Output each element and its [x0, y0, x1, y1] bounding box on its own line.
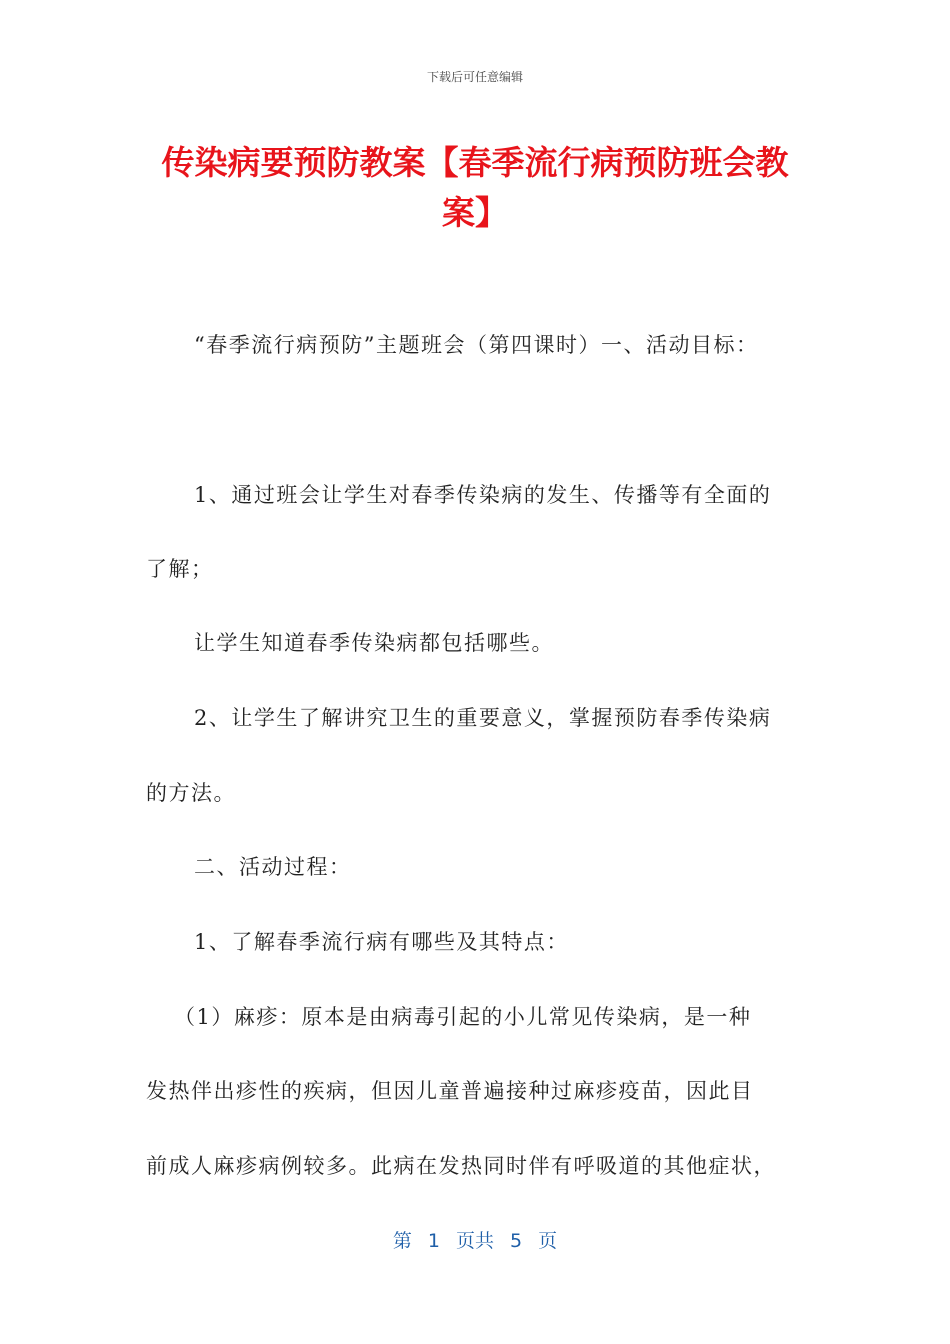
paragraph-line: 1、了解春季流行病有哪些及其特点：: [194, 930, 569, 954]
document-title: 传染病要预防教案【春季流行病预防班会教案】: [161, 143, 789, 232]
paragraph-line: 2、让学生了解讲究卫生的重要意义，掌握预防春季传染病: [194, 706, 772, 730]
section-heading: 二、活动过程：: [194, 855, 352, 879]
paragraph-line: 让学生知道春季传染病都包括哪些。: [194, 631, 554, 655]
paragraph-line: 的方法。: [146, 781, 236, 805]
paragraph-line: 前成人麻疹病例较多。此病在发热同时伴有呼吸道的其他症状，: [146, 1154, 776, 1178]
paragraph-line: “春季流行病预防”主题班会（第四课时）一、活动目标：: [194, 333, 759, 357]
paragraph-line: （1）麻疹：原本是由病毒引起的小儿常见传染病，是一种: [174, 1005, 752, 1029]
page-footer: 第 1 页共 5 页: [392, 1230, 558, 1252]
paragraph-line: 了解；: [146, 557, 214, 581]
header-note: 下载后可任意编辑: [426, 70, 523, 84]
paragraph-line: 发热伴出疹性的疾病，但因儿童普遍接种过麻疹疫苗，因此目: [146, 1079, 754, 1103]
paragraph-line: 1、通过班会让学生对春季传染病的发生、传播等有全面的: [194, 483, 772, 507]
